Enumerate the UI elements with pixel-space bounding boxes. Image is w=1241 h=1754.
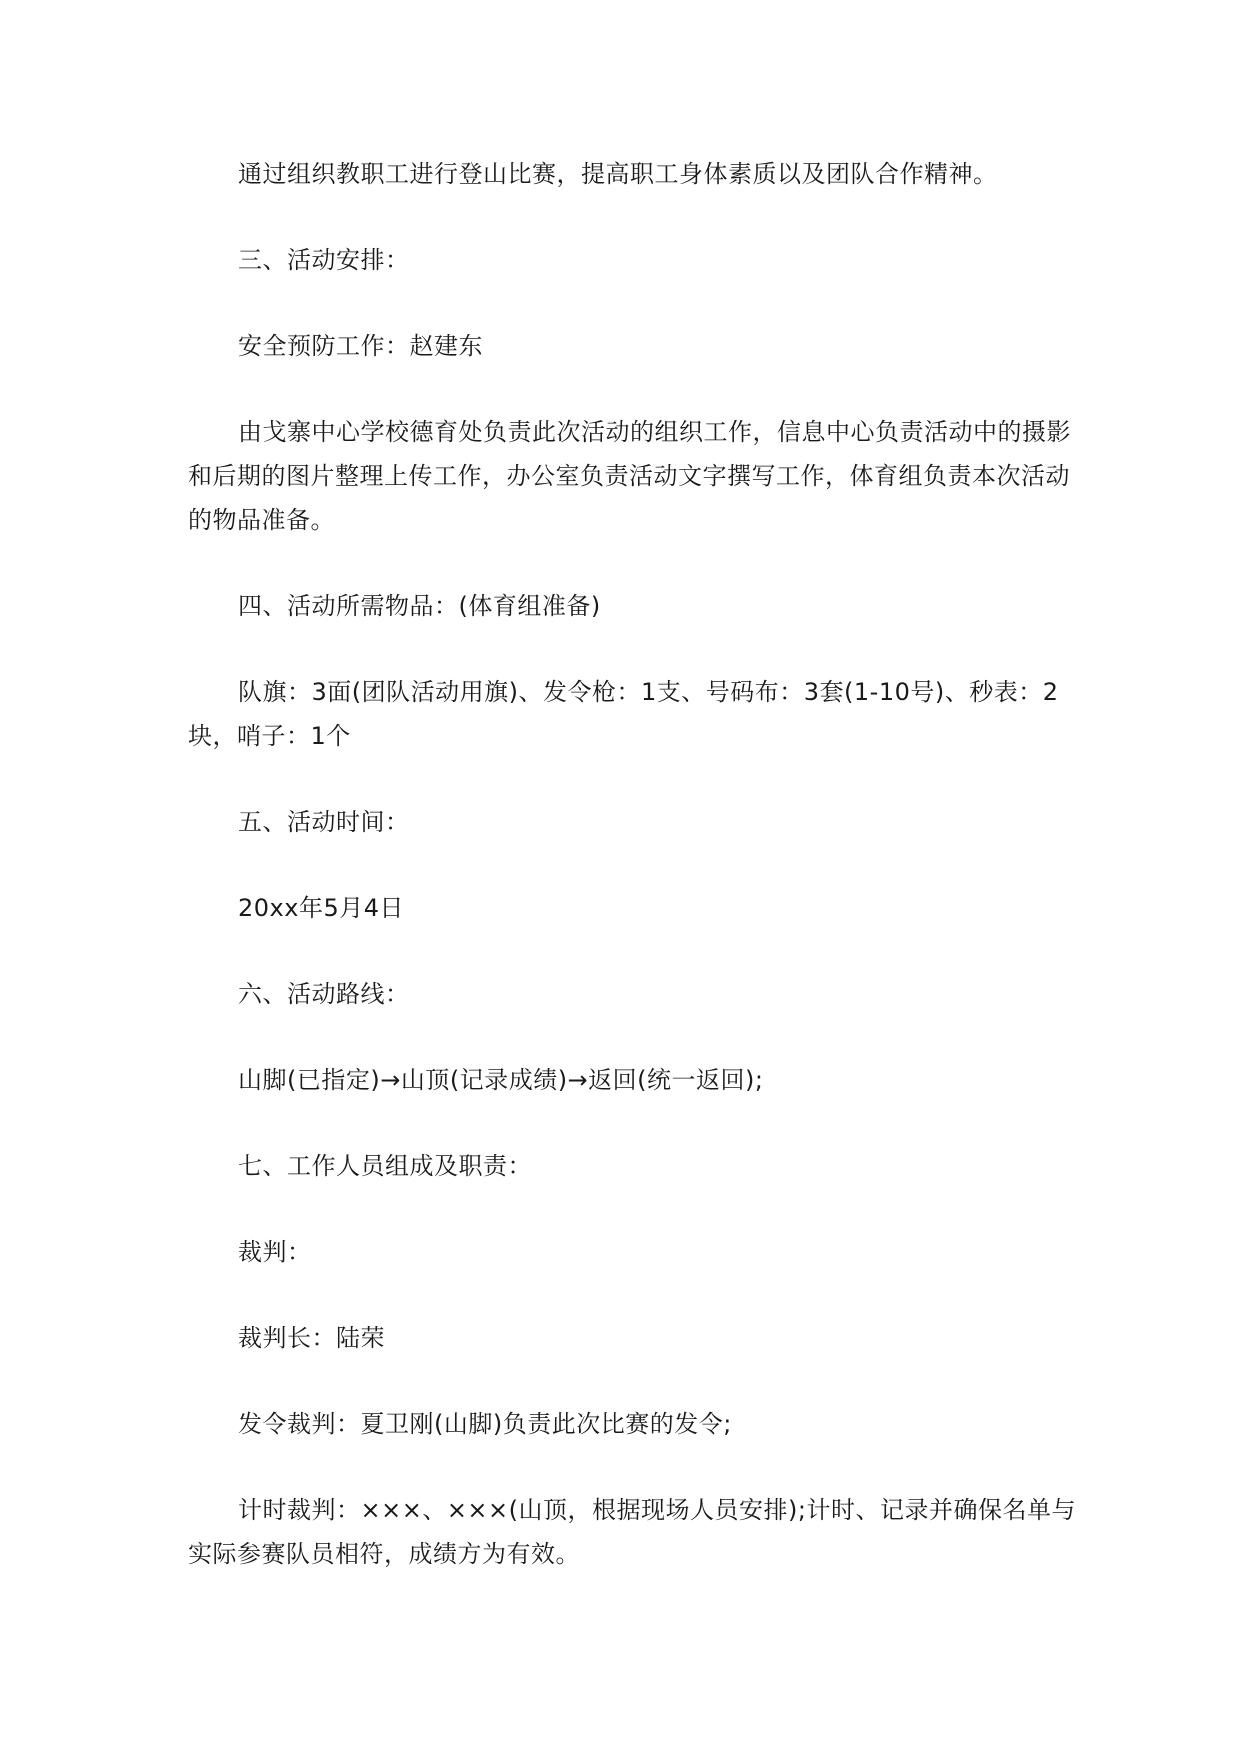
purpose-paragraph: 通过组织教职工进行登山比赛，提高职工身体素质以及团队合作精神。 (238, 160, 998, 188)
activity-date: 20xx年5月4日 (238, 894, 404, 922)
safety-work-line: 安全预防工作：赵建东 (238, 332, 483, 360)
section-heading-time: 五、活动时间： (238, 808, 410, 836)
timing-referee-paragraph: 计时裁判：×××、×××(山顶，根据现场人员安排);计时、记录并确保名单与实际参赛队员相符，成绩方为有效。 (188, 1496, 1076, 1568)
section-heading-staff: 七、工作人员组成及职责： (238, 1152, 532, 1180)
chief-referee-line: 裁判长：陆荣 (238, 1324, 385, 1352)
starter-referee-line: 发令裁判：夏卫刚(山脚)负责此次比赛的发令; (238, 1410, 732, 1438)
section-heading-arrangement: 三、活动安排： (238, 246, 410, 274)
organization-paragraph: 由戈寨中心学校德育处负责此次活动的组织工作，信息中心负责活动中的摄影和后期的图片整理上传工作，办公室负责活动文字撰写工作，体育组负责本次活动的物品准备。 (188, 418, 1071, 534)
supplies-list-paragraph: 队旗：3面(团队活动用旗)、发令枪：1支、号码布：3套(1-10号)、秒表：2块，哨子：1个 (188, 678, 1059, 750)
section-heading-route: 六、活动路线： (238, 980, 410, 1008)
section-heading-supplies: 四、活动所需物品：(体育组准备) (238, 592, 601, 620)
route-line: 山脚(已指定)→山顶(记录成绩)→返回(统一返回); (238, 1066, 764, 1094)
referee-label: 裁判： (238, 1238, 312, 1266)
